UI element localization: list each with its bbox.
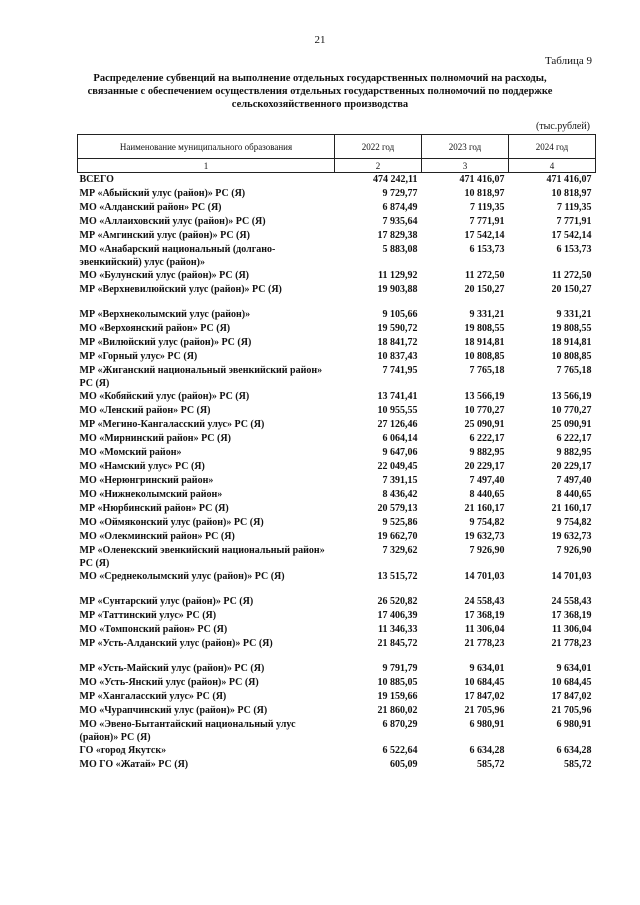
table-row <box>78 390 596 404</box>
value-2024: 8 440,65 <box>556 489 592 500</box>
value-2023: 20 229,17 <box>464 461 505 472</box>
value-2024: 17 368,19 <box>551 610 592 621</box>
value-2023: 11 272,50 <box>465 270 505 281</box>
table-row <box>78 595 596 609</box>
value-2022: 605,09 <box>390 759 418 770</box>
table-row <box>78 322 596 336</box>
value-2022: 11 129,92 <box>378 270 418 281</box>
value-2024: 7 771,91 <box>556 216 592 227</box>
value-2022: 474 242,11 <box>373 174 418 185</box>
value-2023: 7 497,40 <box>469 475 505 486</box>
value-2022: 8 436,42 <box>382 489 418 500</box>
page-number: 21 <box>314 34 326 46</box>
value-2024: 21 778,23 <box>551 638 592 649</box>
table-row <box>78 446 596 460</box>
value-2024: 9 634,01 <box>556 663 592 674</box>
value-2022: 10 955,55 <box>377 405 418 416</box>
municipality-name: МР «Таттинский улус» РС (Я) <box>79 610 217 621</box>
header-2022: 2022 год <box>335 135 422 159</box>
value-2023: 21 778,23 <box>464 638 505 649</box>
table-body <box>78 173 596 773</box>
value-2023: 14 701,03 <box>464 571 505 582</box>
value-2022: 9 105,66 <box>382 309 418 320</box>
value-2022: 7 935,64 <box>382 216 418 227</box>
value-2022: 7 329,62 <box>382 545 418 556</box>
municipality-name: МР «Верхневилюйский улус (район)» РС (Я) <box>79 284 282 295</box>
value-2023: 17 847,02 <box>464 691 505 702</box>
table-row <box>78 609 596 623</box>
value-2023: 6 153,73 <box>469 244 505 255</box>
table-row <box>78 488 596 502</box>
municipality-name: МО «Нижнеколымский район» <box>79 489 223 500</box>
table-label: Таблица 9 <box>544 55 592 67</box>
column-number: 4 <box>509 159 596 173</box>
value-2024: 7 119,35 <box>557 202 592 213</box>
value-2023: 6 634,28 <box>469 745 505 756</box>
value-2023: 9 634,01 <box>469 663 505 674</box>
value-2023: 10 808,85 <box>464 351 505 362</box>
value-2022: 7 741,95 <box>382 365 418 376</box>
table-row <box>78 676 596 690</box>
table-row <box>78 432 596 446</box>
municipality-name: МО «Среднеколымский улус (район)» РС (Я) <box>79 571 285 582</box>
municipality-name: МР «Абыйский улус (район)» РС (Я) <box>79 188 246 199</box>
spacer-row <box>78 297 596 308</box>
value-2024: 10 818,97 <box>551 188 592 199</box>
header-2023: 2023 год <box>422 135 509 159</box>
table-row <box>78 623 596 637</box>
municipality-name: МР «Мегино-Кангаласский улус» РС (Я) <box>79 419 265 430</box>
municipality-name: МО «Нерюнгринский район» <box>79 475 214 486</box>
municipality-name: МО «Момский район» <box>79 447 182 458</box>
municipality-name: МО «Алданский район» РС (Я) <box>79 202 222 213</box>
value-2024: 18 914,81 <box>551 337 592 348</box>
municipality-name: МО «Верхоянский район» РС (Я) <box>79 323 231 334</box>
table-row <box>78 269 596 283</box>
value-2024: 11 306,04 <box>552 624 592 635</box>
table-row <box>78 516 596 530</box>
value-2023: 7 771,91 <box>469 216 505 227</box>
value-2022: 11 346,33 <box>378 624 418 635</box>
value-2024: 9 331,21 <box>556 309 592 320</box>
units-label: (тыс.рублей) <box>535 121 590 132</box>
table-row <box>78 570 596 584</box>
table-row <box>78 243 596 269</box>
value-2023: 6 222,17 <box>469 433 505 444</box>
header-row <box>78 135 596 159</box>
value-2024: 9 882,95 <box>556 447 592 458</box>
value-2023: 9 331,21 <box>469 309 505 320</box>
value-2022: 13 741,41 <box>377 391 418 402</box>
value-2023: 17 368,19 <box>464 610 505 621</box>
value-2022: 22 049,45 <box>377 461 418 472</box>
municipality-name: МО «Усть-Янский улус (район)» РС (Я) <box>79 677 259 688</box>
value-2024: 17 847,02 <box>551 691 592 702</box>
municipality-name: МР «Вилюйский улус (район)» РС (Я) <box>79 337 252 348</box>
value-2022: 13 515,72 <box>377 571 418 582</box>
value-2022: 6 064,14 <box>382 433 418 444</box>
value-2023: 10 818,97 <box>464 188 505 199</box>
municipality-name: МО «Булунский улус (район)» РС (Я) <box>79 270 249 281</box>
value-2023: 21 705,96 <box>464 705 505 716</box>
value-2022: 18 841,72 <box>377 337 418 348</box>
table-row <box>78 544 596 570</box>
table-row <box>78 704 596 718</box>
value-2022: 6 870,29 <box>382 719 418 730</box>
value-2022: 27 126,46 <box>377 419 418 430</box>
table-row <box>78 336 596 350</box>
value-2022: 6 522,64 <box>382 745 418 756</box>
municipality-name: МО «Намский улус» РС (Я) <box>79 461 205 472</box>
municipality-name: ГО «город Якутск» <box>79 745 167 756</box>
value-2022: 21 845,72 <box>377 638 418 649</box>
value-2024: 11 272,50 <box>552 270 592 281</box>
municipality-name: МО ГО «Жатай» РС (Я) <box>79 759 189 770</box>
value-2023: 585,72 <box>477 759 505 770</box>
value-2024: 9 754,82 <box>556 517 592 528</box>
value-2023: 10 684,45 <box>464 677 505 688</box>
value-2024: 7 765,18 <box>556 365 592 376</box>
value-2022: 26 520,82 <box>377 596 418 607</box>
table-row <box>78 662 596 676</box>
value-2024: 7 497,40 <box>556 475 592 486</box>
table-row <box>78 201 596 215</box>
municipality-name: МО «Томпонский район» РС (Я) <box>79 624 228 635</box>
value-2024: 6 980,91 <box>556 719 592 730</box>
value-2022: 17 829,38 <box>377 230 418 241</box>
value-2024: 10 770,27 <box>551 405 592 416</box>
value-2022: 19 159,66 <box>377 691 418 702</box>
table-row <box>78 229 596 243</box>
municipality-name: МР «Оленекский эвенкийский национальный район» РС (Я) <box>79 545 325 569</box>
column-number-row <box>78 159 596 173</box>
value-2022: 10 837,43 <box>377 351 418 362</box>
table-row <box>78 718 596 744</box>
value-2024: 13 566,19 <box>551 391 592 402</box>
value-2024: 6 634,28 <box>556 745 592 756</box>
spacer-row <box>78 584 596 595</box>
municipality-name: МО «Мирнинский район» РС (Я) <box>79 433 231 444</box>
value-2023: 471 416,07 <box>459 174 505 185</box>
municipality-name: ВСЕГО <box>79 174 114 185</box>
header-2024: 2024 год <box>509 135 596 159</box>
column-number: 1 <box>78 159 335 173</box>
table-row <box>78 474 596 488</box>
municipality-name: МР «Усть-Алданский улус (район)» РС (Я) <box>79 638 273 649</box>
value-2023: 8 440,65 <box>469 489 505 500</box>
municipality-name: МР «Верхнеколымский улус (район)» <box>79 309 251 320</box>
table-row <box>78 460 596 474</box>
value-2024: 24 558,43 <box>551 596 592 607</box>
value-2024: 21 160,17 <box>551 503 592 514</box>
municipality-name: МО «Кобяйский улус (район)» РС (Я) <box>79 391 250 402</box>
value-2022: 21 860,02 <box>377 705 418 716</box>
document-title: Распределение субвенций на выполнение отдельных государственных полномочий на расходы, связанные с обеспечением осуществления отдельных государственных полномочий по поддержке сельскохозяйственного производства <box>87 73 553 110</box>
municipality-name: МР «Амгинский улус (район)» РС (Я) <box>79 230 250 241</box>
value-2023: 9 882,95 <box>469 447 505 458</box>
municipality-name: МР «Сунтарский улус (район)» РС (Я) <box>79 596 254 607</box>
value-2023: 21 160,17 <box>464 503 505 514</box>
value-2023: 25 090,91 <box>464 419 505 430</box>
value-2022: 19 903,88 <box>377 284 418 295</box>
value-2022: 9 729,77 <box>382 188 418 199</box>
value-2024: 6 153,73 <box>556 244 592 255</box>
value-2023: 18 914,81 <box>464 337 505 348</box>
value-2023: 10 770,27 <box>464 405 505 416</box>
value-2024: 6 222,17 <box>556 433 592 444</box>
value-2024: 21 705,96 <box>551 705 592 716</box>
value-2024: 17 542,14 <box>551 230 592 241</box>
table-row <box>78 215 596 229</box>
value-2024: 25 090,91 <box>551 419 592 430</box>
value-2022: 9 647,06 <box>382 447 418 458</box>
value-2022: 19 662,70 <box>377 531 418 542</box>
value-2022: 19 590,72 <box>377 323 418 334</box>
value-2024: 10 684,45 <box>551 677 592 688</box>
value-2022: 20 579,13 <box>377 503 418 514</box>
value-2022: 9 525,86 <box>382 517 418 528</box>
value-2024: 585,72 <box>564 759 592 770</box>
municipality-name: МР «Жиганский национальный эвенкийский район» РС (Я) <box>79 365 323 389</box>
table-row <box>78 283 596 297</box>
value-2024: 20 229,17 <box>551 461 592 472</box>
value-2024: 19 808,55 <box>551 323 592 334</box>
value-2022: 6 874,49 <box>382 202 418 213</box>
municipality-name: МО «Оймяконский улус (район)» РС (Я) <box>79 517 264 528</box>
subsidy-table <box>77 134 596 772</box>
table-row <box>78 187 596 201</box>
value-2023: 9 754,82 <box>469 517 505 528</box>
municipality-name: МР «Горный улус» РС (Я) <box>79 351 198 362</box>
municipality-name: МО «Ленский район» РС (Я) <box>79 405 211 416</box>
table-row <box>78 404 596 418</box>
value-2024: 10 808,85 <box>551 351 592 362</box>
table-row <box>78 308 596 322</box>
table-row <box>78 418 596 432</box>
municipality-name: МО «Олекминский район» РС (Я) <box>79 531 235 542</box>
value-2022: 17 406,39 <box>377 610 418 621</box>
value-2023: 13 566,19 <box>464 391 505 402</box>
column-number: 2 <box>335 159 422 173</box>
municipality-name: МР «Усть-Майский улус (район)» РС (Я) <box>79 663 265 674</box>
value-2023: 20 150,27 <box>464 284 505 295</box>
value-2024: 7 926,90 <box>556 545 592 556</box>
table-row <box>78 502 596 516</box>
municipality-name: МО «Анабарский национальный (долгано-эвенкийский) улус (район)» <box>79 244 276 268</box>
value-2023: 7 119,35 <box>470 202 505 213</box>
value-2022: 10 885,05 <box>377 677 418 688</box>
header-municipality: Наименование муниципального образования <box>78 135 335 159</box>
value-2022: 9 791,79 <box>382 663 418 674</box>
table-row <box>78 530 596 544</box>
value-2023: 24 558,43 <box>464 596 505 607</box>
municipality-name: МО «Аллаиховский улус (район)» РС (Я) <box>79 216 266 227</box>
value-2024: 14 701,03 <box>551 571 592 582</box>
value-2023: 7 765,18 <box>469 365 505 376</box>
municipality-name: МО «Эвено-Бытантайский национальный улус (район)» РС (Я) <box>79 719 296 743</box>
table-row <box>78 758 596 772</box>
table-row <box>78 350 596 364</box>
value-2023: 19 632,73 <box>464 531 505 542</box>
table-row <box>78 744 596 758</box>
table-row <box>78 690 596 704</box>
municipality-name: МР «Нюрбинский район» РС (Я) <box>79 503 229 514</box>
value-2022: 7 391,15 <box>382 475 418 486</box>
table-row <box>78 637 596 651</box>
spacer-row <box>78 651 596 662</box>
value-2022: 5 883,08 <box>382 244 418 255</box>
value-2024: 471 416,07 <box>546 174 592 185</box>
total-row <box>78 173 596 188</box>
value-2023: 17 542,14 <box>464 230 505 241</box>
value-2023: 7 926,90 <box>469 545 505 556</box>
municipality-name: МР «Хангаласский улус» РС (Я) <box>79 691 227 702</box>
value-2024: 20 150,27 <box>551 284 592 295</box>
municipality-name: МО «Чурапчинский улус (район)» РС (Я) <box>79 705 268 716</box>
column-number: 3 <box>422 159 509 173</box>
table-row <box>78 364 596 390</box>
value-2023: 6 980,91 <box>469 719 505 730</box>
value-2023: 11 306,04 <box>465 624 505 635</box>
value-2023: 19 808,55 <box>464 323 505 334</box>
value-2024: 19 632,73 <box>551 531 592 542</box>
